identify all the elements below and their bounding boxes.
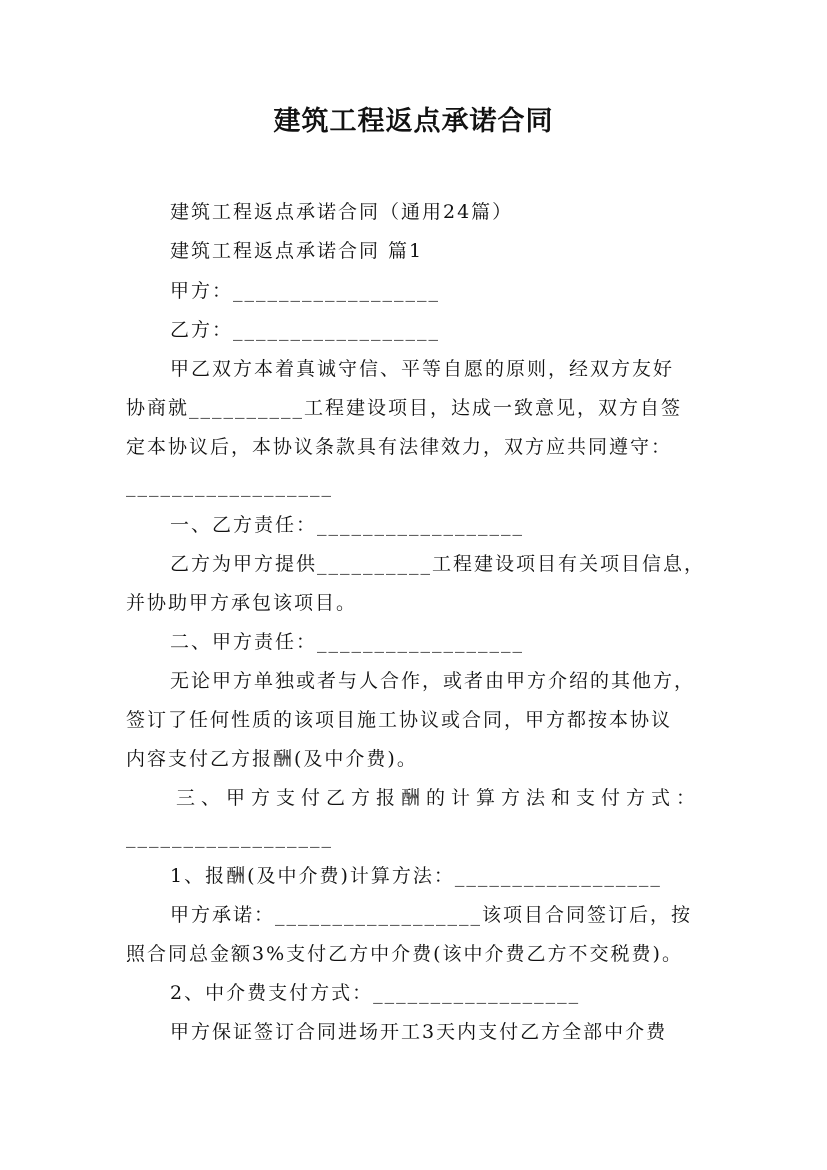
paragraph-line: 协商就__________工程建设项目，达成一致意见，双方自签 [126,397,683,419]
paragraph-line: 甲方承诺：__________________该项目合同签订后，按 [170,904,693,926]
paragraph-line: 甲方保证签订合同进场开工3天内支付乙方全部中介费 [170,1021,668,1043]
sub-clause-heading: 1、报酬(及中介费)计算方法：__________________ [170,865,662,887]
paragraph-line: 无论甲方单独或者与人合作，或者由甲方介绍的其他方， [170,670,696,692]
party-a-line: 甲方：__________________ [170,280,441,302]
document-title: 建筑工程返点承诺合同 [273,106,554,137]
blank-line: __________________ [126,826,333,848]
section-heading: 建筑工程返点承诺合同 篇1 [170,240,424,262]
party-b-line: 乙方：__________________ [170,319,441,341]
paragraph-line: 乙方为甲方提供__________工程建设项目有关项目信息， [170,553,706,575]
sub-clause-heading: 2、中介费支付方式：__________________ [170,982,581,1004]
paragraph-line: 并协助甲方承包该项目。 [126,592,358,614]
paragraph-line: 内容支付乙方报酬(及中介费)。 [126,748,418,770]
clause-heading: 二、甲方责任：__________________ [170,631,525,653]
paragraph-line: 定本协议后，本协议条款具有法律效力，双方应共同遵守： [126,436,673,458]
paragraph-line: 照合同总金额3%支付乙方中介费(该中介费乙方不交税费)。 [126,943,683,965]
paragraph-line: 甲乙双方本着真诚守信、平等自愿的原则，经双方友好 [170,358,675,380]
blank-line: __________________ [126,475,333,497]
clause-heading: 一、乙方责任：__________________ [170,514,525,536]
clause-heading: 三、甲方支付乙方报酬的计算方法和支付方式： [176,787,702,809]
subtitle-line: 建筑工程返点承诺合同（通用24篇） [170,201,514,223]
paragraph-line: 签订了任何性质的该项目施工协议或合同，甲方都按本协议 [126,709,673,731]
